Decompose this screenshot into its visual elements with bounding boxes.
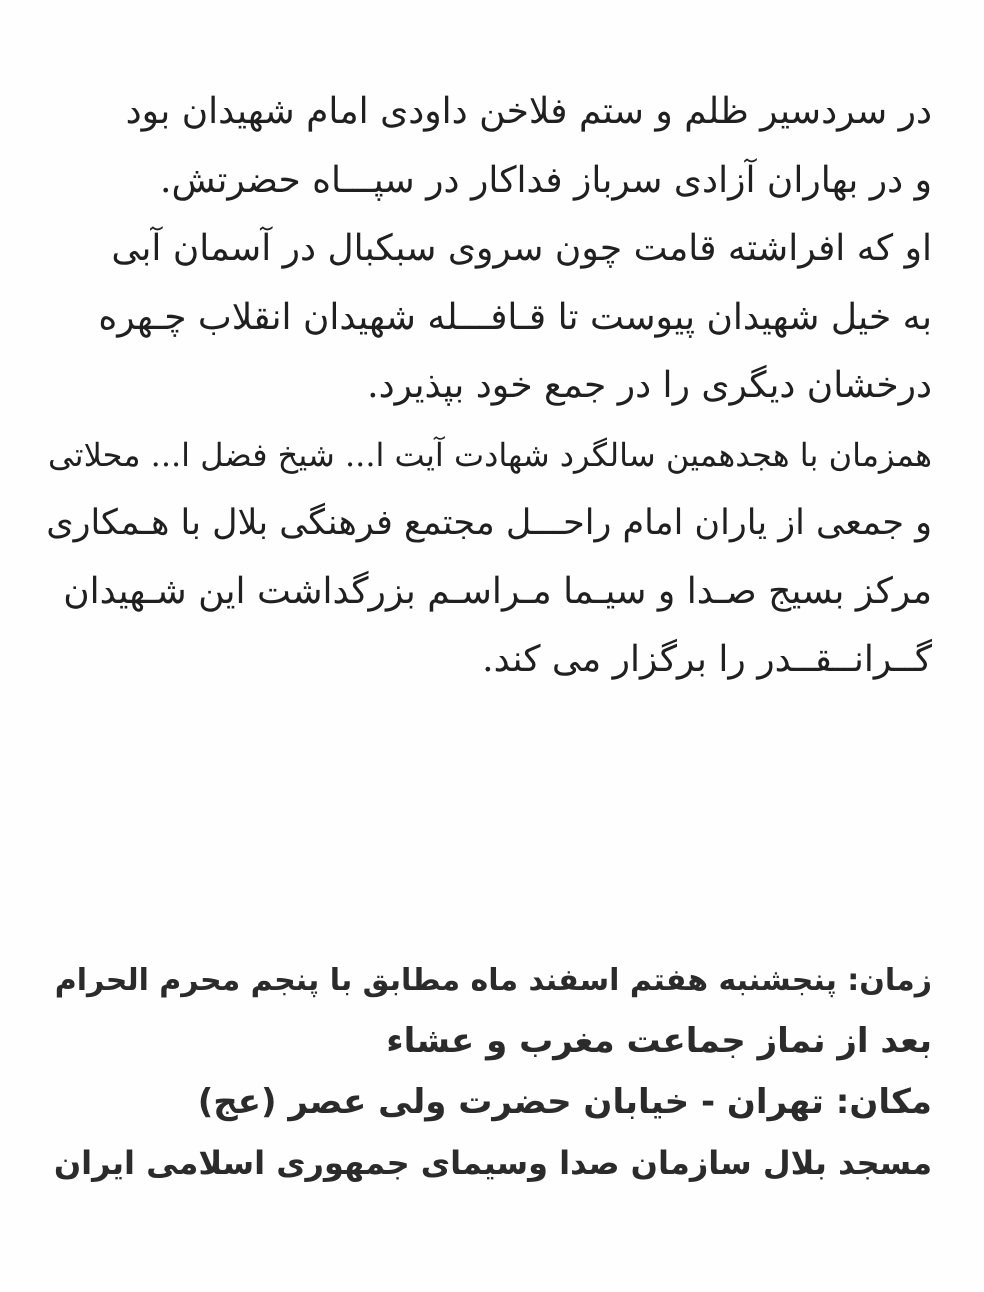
poem-line: درخشان دیگری را در جمع خود بپذیرد. <box>367 365 932 406</box>
poem-line: او که افراشته قامت چون سروی سبکبال در آسمان آبی <box>111 228 932 269</box>
poem-line: به خیل شهیدان پیوست تا قـافـــله شهیدان انقلاب چـهره <box>98 296 932 338</box>
event-details <box>32 950 932 1194</box>
event-location: مکان: تهران - خیابان حضرت ولی عصر (عج) <box>197 1082 932 1122</box>
poem-line: و جمعی از یاران امام راحـــل مجتمع فرهنگی بلال با هـمکاری <box>46 503 932 543</box>
event-time: زمان: پنجشنبه هفتم اسفند ماه مطابق با پنجم محرم الحرام <box>54 963 932 998</box>
event-venue: مسجد بلال سازمان صدا وسیمای جمهوری اسلامی ایران <box>53 1144 932 1182</box>
event-time-note: بعد از نماز جماعت مغرب و عشاء <box>386 1021 932 1061</box>
poem-line: مرکز بسیج صـدا و سیـما مـراسـم بزرگداشت این شـهیدان <box>63 570 932 612</box>
poem-line: و در بهاران آزادی سرباز فداکار در سپـــاه حضرتش. <box>160 159 932 201</box>
poem-line: همزمان با هجدهمین سالگرد شهادت آیت ا... شیخ فضل ا... محلاتی <box>48 435 932 474</box>
memorial-poem <box>32 78 932 695</box>
poem-line: گــرانــقــدر را برگزار می کند. <box>482 639 932 680</box>
poem-line: در سردسیر ظلم و ستم فلاخن داودی امام شهیدان بود <box>125 91 932 132</box>
